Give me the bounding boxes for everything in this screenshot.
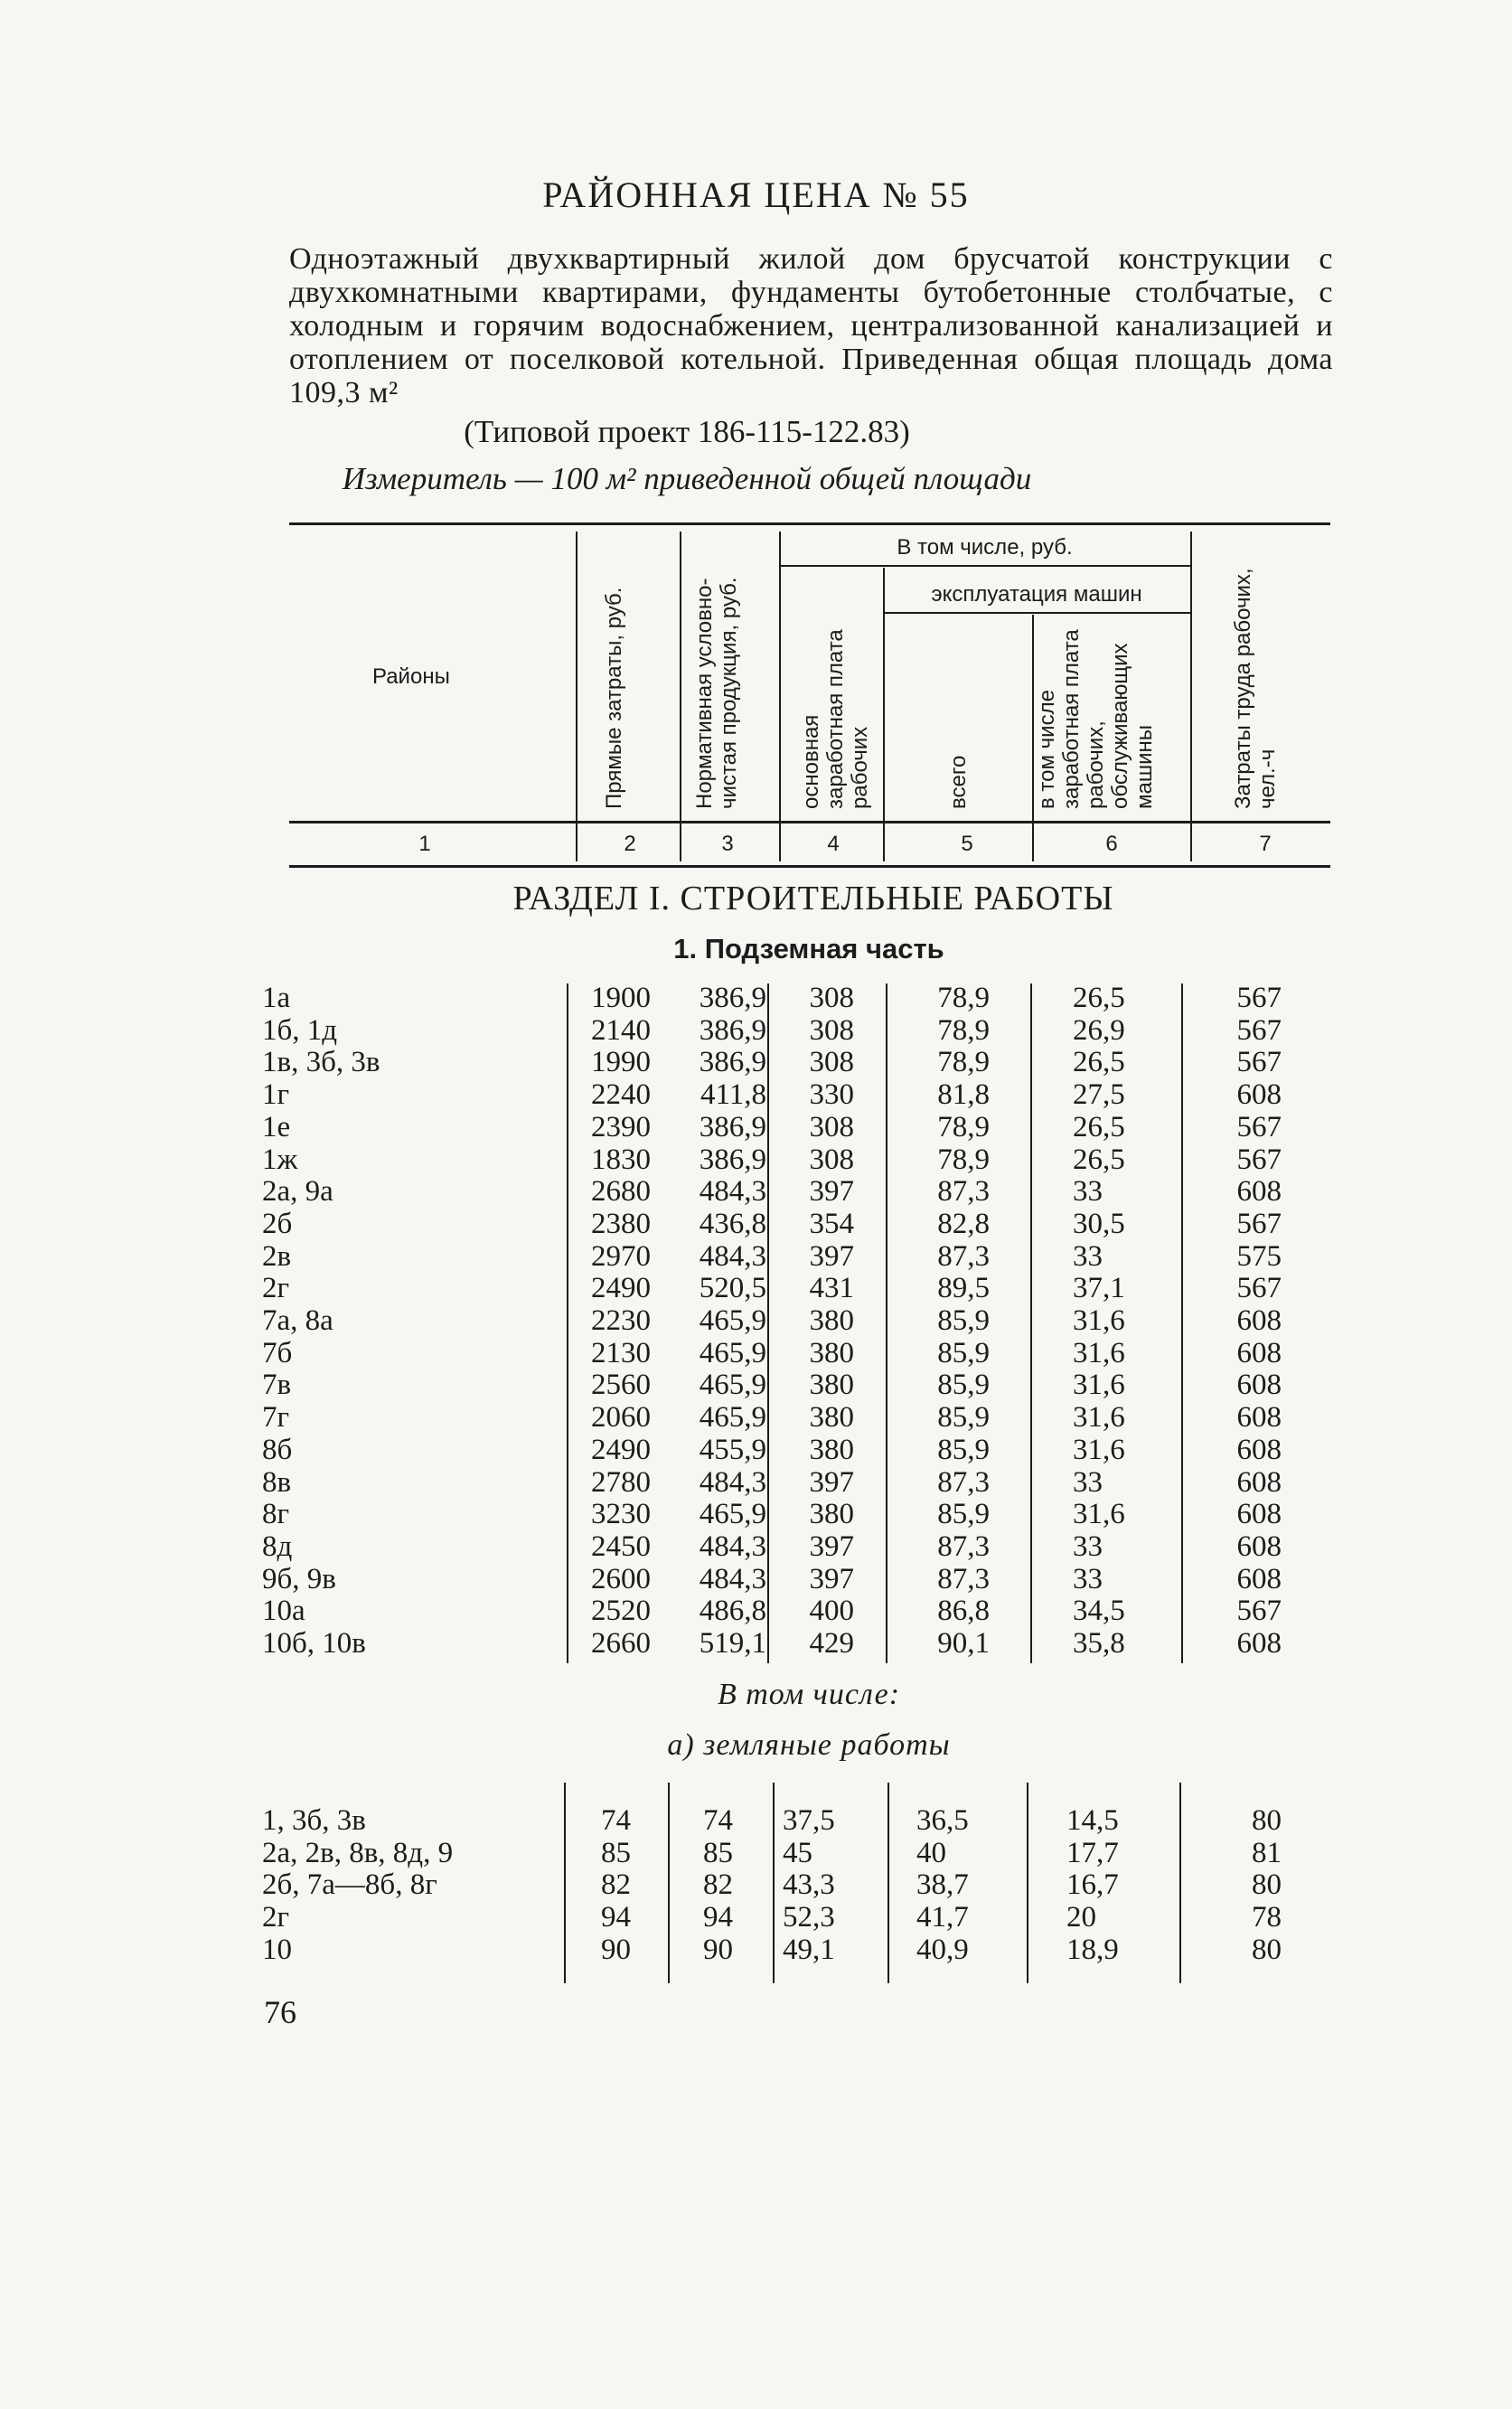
cell-machines-total: 90,1: [937, 1627, 990, 1660]
cell-base-wage: 380: [809, 1336, 854, 1369]
cell-machines-total: 85,9: [937, 1498, 990, 1531]
cell-labor: 608: [1236, 1336, 1282, 1369]
cell-direct-costs: 1990: [591, 1046, 651, 1079]
cell-base-wage: 308: [809, 1046, 854, 1079]
cell-base-wage: 397: [809, 1239, 854, 1273]
cell-region: 10б, 10в: [262, 1627, 366, 1660]
cell-region: 8г: [262, 1498, 290, 1531]
cell-machines-wage: 31,6: [1073, 1369, 1125, 1402]
cell-normative: 82: [703, 1868, 733, 1902]
cell-direct-costs: 90: [601, 1933, 631, 1966]
cell-region: 7г: [262, 1401, 290, 1435]
cell-machines-wage: 34,5: [1073, 1595, 1125, 1628]
cell-machines-wage: 31,6: [1073, 1498, 1125, 1531]
cell-labor: 78: [1252, 1901, 1282, 1934]
cell-machines-wage: 33: [1073, 1529, 1103, 1563]
cell-normative: 465,9: [699, 1369, 766, 1402]
header-incl-wage: в том числе заработная плата рабочих, обслуживающих машины: [1035, 629, 1157, 809]
subsection-title: 1. Подземная часть: [673, 933, 944, 965]
cell-base-wage: 397: [809, 1562, 854, 1595]
cell-base-wage: 397: [809, 1529, 854, 1563]
cell-normative: 386,9: [699, 1143, 766, 1176]
header-labor: Затраты труда рабочих, чел.-ч: [1231, 568, 1280, 809]
project-reference: (Типовой проект 186-115-122.83): [464, 414, 910, 449]
cell-normative: 486,8: [699, 1595, 766, 1628]
cell-base-wage: 45: [783, 1836, 812, 1869]
cell-base-wage: 431: [809, 1272, 854, 1305]
cell-labor: 80: [1252, 1868, 1282, 1902]
cell-labor: 80: [1252, 1804, 1282, 1837]
table-row: [0, 1078, 1512, 1111]
cell-base-wage: 397: [809, 1175, 854, 1209]
cell-direct-costs: 2600: [591, 1562, 651, 1595]
cell-machines-wage: 26,5: [1073, 1046, 1125, 1079]
header-divider: [1032, 615, 1034, 861]
cell-machines-wage: 31,6: [1073, 1304, 1125, 1337]
cell-region: 7в: [262, 1369, 292, 1402]
cell-labor: 567: [1236, 1110, 1282, 1143]
header-machines: эксплуатация машин: [931, 582, 1142, 607]
cell-normative: 520,5: [699, 1272, 766, 1305]
column-number: 1: [418, 832, 431, 856]
header-divider: [680, 532, 681, 861]
cell-machines-wage: 26,5: [1073, 1143, 1125, 1176]
cell-machines-wage: 33: [1073, 1175, 1103, 1209]
page-title: РАЙОННАЯ ЦЕНА № 55: [542, 174, 970, 215]
cell-base-wage: 308: [809, 982, 854, 1014]
cell-machines-total: 85,9: [937, 1369, 990, 1402]
cell-region: 7а, 8а: [262, 1304, 333, 1337]
cell-region: 1е: [262, 1110, 291, 1143]
cell-machines-total: 40,9: [916, 1933, 969, 1966]
cell-machines-wage: 26,5: [1073, 982, 1125, 1014]
cell-region: 8д: [262, 1529, 293, 1563]
cell-machines-total: 78,9: [937, 982, 990, 1014]
cell-normative: 484,3: [699, 1529, 766, 1563]
table-row: [0, 1934, 1512, 1966]
cell-direct-costs: 85: [601, 1836, 631, 1869]
cell-labor: 608: [1236, 1562, 1282, 1595]
cell-normative: 386,9: [699, 1046, 766, 1079]
cell-region: 1а: [262, 982, 291, 1014]
header-top-rule: [289, 522, 1330, 525]
cell-direct-costs: 2490: [591, 1433, 651, 1466]
header-subrule: [883, 612, 1190, 614]
cell-labor: 608: [1236, 1498, 1282, 1531]
cell-direct-costs: 2130: [591, 1336, 651, 1369]
cell-normative: 519,1: [699, 1627, 766, 1660]
cell-normative: 465,9: [699, 1336, 766, 1369]
cell-direct-costs: 2780: [591, 1465, 651, 1499]
cell-base-wage: 308: [809, 1143, 854, 1176]
table-row: [0, 1304, 1512, 1337]
cell-machines-total: 36,5: [916, 1804, 969, 1837]
column-number: 4: [827, 832, 840, 856]
cell-normative: 74: [703, 1804, 733, 1837]
cell-machines-wage: 31,6: [1073, 1401, 1125, 1435]
cell-machines-wage: 33: [1073, 1562, 1103, 1595]
column-number: 7: [1259, 832, 1272, 856]
cell-labor: 567: [1236, 1272, 1282, 1305]
table-row: [0, 1240, 1512, 1273]
cell-region: 2г: [262, 1272, 290, 1305]
cell-machines-wage: 18,9: [1066, 1933, 1119, 1966]
table-row: [0, 1563, 1512, 1595]
cell-base-wage: 43,3: [783, 1868, 835, 1902]
section-title: РАЗДЕЛ I. СТРОИТЕЛЬНЫЕ РАБОТЫ: [512, 880, 1114, 917]
cell-machines-total: 87,3: [937, 1562, 990, 1595]
header-normative: Нормативная условно-чистая продукция, руб.: [692, 577, 741, 809]
cell-direct-costs: 2230: [591, 1304, 651, 1337]
cell-base-wage: 380: [809, 1498, 854, 1531]
cell-direct-costs: 2450: [591, 1529, 651, 1563]
cell-labor: 567: [1236, 982, 1282, 1014]
cell-base-wage: 37,5: [783, 1804, 835, 1837]
column-number: 3: [721, 832, 734, 856]
cell-region: 8б: [262, 1433, 293, 1466]
cell-machines-wage: 27,5: [1073, 1078, 1125, 1112]
table-row: [0, 1868, 1512, 1901]
table-row: [0, 1014, 1512, 1047]
cell-machines-total: 85,9: [937, 1433, 990, 1466]
cell-machines-total: 85,9: [937, 1336, 990, 1369]
cell-normative: 455,9: [699, 1433, 766, 1466]
cell-base-wage: 380: [809, 1433, 854, 1466]
cell-machines-total: 78,9: [937, 1013, 990, 1047]
cell-normative: 465,9: [699, 1498, 766, 1531]
cell-labor: 608: [1236, 1175, 1282, 1209]
header-divider: [779, 532, 781, 861]
cell-labor: 608: [1236, 1465, 1282, 1499]
cell-machines-total: 41,7: [916, 1901, 969, 1934]
cell-normative: 436,8: [699, 1207, 766, 1240]
cell-machines-total: 86,8: [937, 1595, 990, 1628]
cell-normative: 484,3: [699, 1239, 766, 1273]
cell-machines-wage: 33: [1073, 1239, 1103, 1273]
header-divider: [576, 532, 578, 861]
cell-base-wage: 52,3: [783, 1901, 835, 1934]
cell-region: 10: [262, 1933, 292, 1966]
cell-machines-total: 85,9: [937, 1401, 990, 1435]
colnum-bottom-rule: [289, 865, 1330, 868]
cell-machines-wage: 26,9: [1073, 1013, 1125, 1047]
table-row: [0, 1143, 1512, 1176]
cell-machines-total: 89,5: [937, 1272, 990, 1305]
cell-labor: 608: [1236, 1433, 1282, 1466]
cell-region: 7б: [262, 1336, 293, 1369]
cell-machines-total: 85,9: [937, 1304, 990, 1337]
cell-labor: 567: [1236, 1595, 1282, 1628]
cell-base-wage: 429: [809, 1627, 854, 1660]
cell-normative: 90: [703, 1933, 733, 1966]
cell-direct-costs: 2970: [591, 1239, 651, 1273]
cell-base-wage: 380: [809, 1401, 854, 1435]
cell-region: 1в, 3б, 3в: [262, 1046, 380, 1079]
cell-labor: 608: [1236, 1369, 1282, 1402]
table-row: [0, 1466, 1512, 1499]
cell-machines-total: 87,3: [937, 1175, 990, 1209]
cell-direct-costs: 2660: [591, 1627, 651, 1660]
header-including: В том числе, руб.: [897, 535, 1073, 560]
cell-normative: 484,3: [699, 1562, 766, 1595]
cell-machines-total: 87,3: [937, 1465, 990, 1499]
cell-direct-costs: 1830: [591, 1143, 651, 1176]
cell-region: 1г: [262, 1078, 290, 1112]
header-total: всего: [946, 755, 971, 809]
cell-machines-wage: 30,5: [1073, 1207, 1125, 1240]
cell-labor: 608: [1236, 1304, 1282, 1337]
cell-normative: 386,9: [699, 982, 766, 1014]
cell-base-wage: 330: [809, 1078, 854, 1112]
cell-region: 1ж: [262, 1143, 298, 1176]
cell-machines-total: 78,9: [937, 1143, 990, 1176]
table-row: [0, 1208, 1512, 1240]
table-row: [0, 1175, 1512, 1208]
table-row: [0, 1434, 1512, 1466]
cell-machines-wage: 37,1: [1073, 1272, 1125, 1305]
cell-labor: 608: [1236, 1401, 1282, 1435]
cell-direct-costs: 2240: [591, 1078, 651, 1112]
cell-region: 2а, 2в, 8в, 8д, 9: [262, 1836, 454, 1869]
cell-direct-costs: 2060: [591, 1401, 651, 1435]
table-row: [0, 1111, 1512, 1143]
table-row: [0, 1498, 1512, 1530]
cell-region: 8в: [262, 1465, 292, 1499]
cell-direct-costs: 2490: [591, 1272, 651, 1305]
cell-base-wage: 380: [809, 1369, 854, 1402]
cell-region: 2б: [262, 1207, 293, 1240]
cell-direct-costs: 2520: [591, 1595, 651, 1628]
table-row: [0, 1901, 1512, 1934]
column-number: 2: [624, 832, 636, 856]
column-number: 5: [961, 832, 973, 856]
cell-labor: 608: [1236, 1529, 1282, 1563]
table-row: [0, 1627, 1512, 1660]
cell-base-wage: 380: [809, 1304, 854, 1337]
cell-base-wage: 397: [809, 1465, 854, 1499]
table-row: [0, 1046, 1512, 1078]
cell-direct-costs: 3230: [591, 1498, 651, 1531]
cell-base-wage: 308: [809, 1013, 854, 1047]
cell-labor: 80: [1252, 1933, 1282, 1966]
page-number: 76: [264, 1994, 296, 2030]
cell-machines-wage: 17,7: [1066, 1836, 1119, 1869]
cell-labor: 608: [1236, 1078, 1282, 1112]
cell-labor: 575: [1236, 1239, 1282, 1273]
earth-works-label: а) земляные работы: [667, 1728, 951, 1762]
header-base-wage: основная заработная плата рабочих: [799, 629, 872, 809]
cell-machines-wage: 31,6: [1073, 1336, 1125, 1369]
cell-machines-total: 81,8: [937, 1078, 990, 1112]
cell-normative: 484,3: [699, 1465, 766, 1499]
table-row: [0, 1804, 1512, 1837]
cell-labor: 608: [1236, 1627, 1282, 1660]
cell-machines-wage: 14,5: [1066, 1804, 1119, 1837]
cell-machines-wage: 35,8: [1073, 1627, 1125, 1660]
table-row: [0, 1530, 1512, 1563]
cell-base-wage: 308: [809, 1110, 854, 1143]
cell-machines-total: 87,3: [937, 1239, 990, 1273]
cell-machines-total: 82,8: [937, 1207, 990, 1240]
cell-normative: 85: [703, 1836, 733, 1869]
cell-machines-total: 78,9: [937, 1046, 990, 1079]
cell-base-wage: 354: [809, 1207, 854, 1240]
cell-normative: 465,9: [699, 1304, 766, 1337]
cell-labor: 567: [1236, 1013, 1282, 1047]
header-bottom-rule: [289, 821, 1330, 823]
cell-normative: 484,3: [699, 1175, 766, 1209]
including-label: В том числе:: [717, 1678, 901, 1711]
cell-machines-total: 40: [916, 1836, 946, 1869]
cell-region: 9б, 9в: [262, 1562, 336, 1595]
header-divider: [1190, 532, 1192, 861]
cell-normative: 386,9: [699, 1013, 766, 1047]
table-row: [0, 1401, 1512, 1434]
cell-direct-costs: 2140: [591, 1013, 651, 1047]
cell-direct-costs: 2560: [591, 1369, 651, 1402]
cell-region: 2в: [262, 1239, 292, 1273]
description: Одноэтажный двухквартирный жилой дом брусчатой конструкции с двухкомнатными квартирами, фундаменты бутобетонные столбчатые, с холодным и горячим водоснабжением, централизованной канализацией и отоплением от поселковой котельной. Приведенная общая площадь дома 109,3 м²: [289, 242, 1333, 409]
table-row: [0, 1272, 1512, 1304]
header-regions: Районы: [372, 664, 450, 689]
cell-labor: 567: [1236, 1143, 1282, 1176]
cell-region: 2а, 9а: [262, 1175, 333, 1209]
cell-machines-wage: 31,6: [1073, 1433, 1125, 1466]
cell-region: 10а: [262, 1595, 305, 1628]
cell-normative: 465,9: [699, 1401, 766, 1435]
cell-labor: 81: [1252, 1836, 1282, 1869]
cell-direct-costs: 2680: [591, 1175, 651, 1209]
table-row: [0, 1595, 1512, 1627]
column-number: 6: [1105, 832, 1118, 856]
cell-region: 1, 3б, 3в: [262, 1804, 366, 1837]
cell-direct-costs: 74: [601, 1804, 631, 1837]
cell-region: 2г: [262, 1901, 290, 1934]
cell-machines-total: 78,9: [937, 1110, 990, 1143]
cell-normative: 411,8: [700, 1078, 766, 1112]
cell-base-wage: 400: [809, 1595, 854, 1628]
measure-unit: Измеритель — 100 м² приведенной общей площади: [342, 461, 1032, 496]
cell-machines-wage: 26,5: [1073, 1110, 1125, 1143]
table-row: [0, 1369, 1512, 1401]
cell-machines-total: 87,3: [937, 1529, 990, 1563]
cell-direct-costs: 2390: [591, 1110, 651, 1143]
cell-direct-costs: 82: [601, 1868, 631, 1902]
cell-region: 1б, 1д: [262, 1013, 338, 1047]
header-direct-costs: Прямые затраты, руб.: [602, 587, 626, 809]
cell-labor: 567: [1236, 1046, 1282, 1079]
cell-machines-wage: 20: [1066, 1901, 1096, 1934]
table-row: [0, 1837, 1512, 1869]
table-row: [0, 982, 1512, 1014]
cell-machines-total: 38,7: [916, 1868, 969, 1902]
cell-region: 2б, 7а—8б, 8г: [262, 1868, 437, 1902]
cell-direct-costs: 94: [601, 1901, 631, 1934]
cell-machines-wage: 33: [1073, 1465, 1103, 1499]
cell-base-wage: 49,1: [783, 1933, 835, 1966]
cell-direct-costs: 2380: [591, 1207, 651, 1240]
cell-normative: 386,9: [699, 1110, 766, 1143]
cell-normative: 94: [703, 1901, 733, 1934]
cell-labor: 567: [1236, 1207, 1282, 1240]
table-row: [0, 1337, 1512, 1369]
header-subrule: [779, 565, 1190, 567]
cell-direct-costs: 1900: [591, 982, 651, 1014]
cell-machines-wage: 16,7: [1066, 1868, 1119, 1902]
